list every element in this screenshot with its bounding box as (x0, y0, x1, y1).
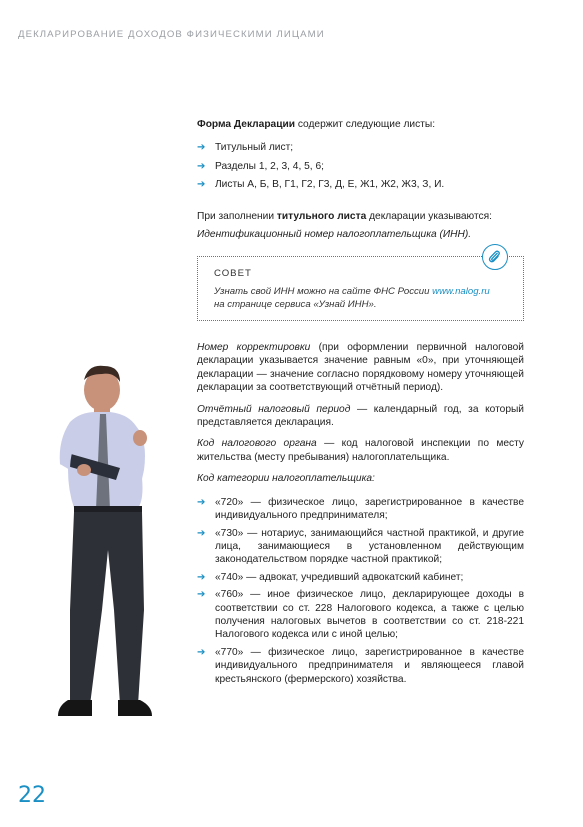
list-item: ➔ «720» — физическое лицо, зарегистрированное в качестве индивидуального предпринимателя; (197, 496, 524, 522)
businessman-photo (40, 360, 180, 730)
intro-rest: содержит следующие листы: (295, 119, 436, 130)
list-item: ➔ «730» — нотариус, занимающийся частной практикой, и другие лица, занимающиеся в установленном действующим законодательством порядке частной практикой; (197, 527, 524, 566)
list-item: ➔ «770» — физическое лицо, зарегистрированное в качестве индивидуального предпринимателя и являющееся главой крестьянского (фермерского) хозяйства. (197, 646, 524, 685)
tip-title: СОВЕТ (214, 268, 252, 280)
arrow-icon: ➔ (197, 571, 206, 583)
list-item: ➔ «740» — адвокат, учредивший адвокатский кабинет; (197, 571, 464, 583)
intro-bold: Форма Декларации (197, 119, 295, 130)
intro-line (197, 118, 524, 131)
arrow-icon: ➔ (197, 646, 206, 658)
tip-box (197, 256, 524, 321)
title-sheet-line: При заполнении титульного листа декларации указываются: (197, 210, 492, 222)
list-item: ➔ «760» — иное физическое лицо, декларирующее доходы в соответствии со ст. 228 Налогового кодекса, а также с целью получения налоговых вычетов в соответствии со ст. 218-221 Налогового кодекса или с иной целью; (197, 589, 524, 641)
list-item: ➔ Листы А, Б, В, Г1, Г2, Г3, Д, Е, Ж1, Ж2, Ж3, З, И. (197, 179, 445, 191)
main-content (197, 118, 524, 686)
title-sheet-item: Идентификационный номер налогоплательщика (ИНН). (197, 229, 472, 241)
arrow-icon: ➔ (197, 589, 206, 601)
arrow-icon: ➔ (197, 179, 206, 191)
period-paragraph: Отчётный налоговый период — календарный год, за который представляется декларация. (197, 403, 524, 429)
categories-list (197, 496, 524, 686)
arrow-icon: ➔ (197, 160, 206, 172)
running-header: ДЕКЛАРИРОВАНИЕ ДОХОДОВ ФИЗИЧЕСКИМИ ЛИЦАМИ (18, 29, 325, 40)
tip-text: Узнать свой ИНН можно на сайте ФНС России www.nalog.ru на странице сервиса «Узнай ИНН». (214, 285, 490, 311)
nalog-link[interactable]: www.nalog.ru (432, 285, 490, 297)
arrow-icon: ➔ (197, 496, 206, 508)
sheets-list (197, 141, 524, 191)
arrow-icon: ➔ (197, 527, 206, 539)
arrow-icon: ➔ (197, 142, 206, 154)
taxcode-paragraph: Код налогового органа — код налоговой инспекции по месту жительства (месту пребывания) налогоплательщика. (197, 438, 524, 463)
category-heading: Код категории налогоплательщика: (197, 473, 375, 485)
correction-paragraph: Номер корректировки (при оформлении первичной налоговой декларации указывается значение равным «0», при уточняющей декларации — значение согласно порядковому номеру уточняющей декларации за соответствующий отчётный период). (197, 342, 524, 394)
list-item: ➔ Разделы 1, 2, 3, 4, 5, 6; (197, 160, 324, 172)
page-number: 22 (18, 783, 46, 808)
list-item: ➔ Титульный лист; (197, 142, 294, 154)
